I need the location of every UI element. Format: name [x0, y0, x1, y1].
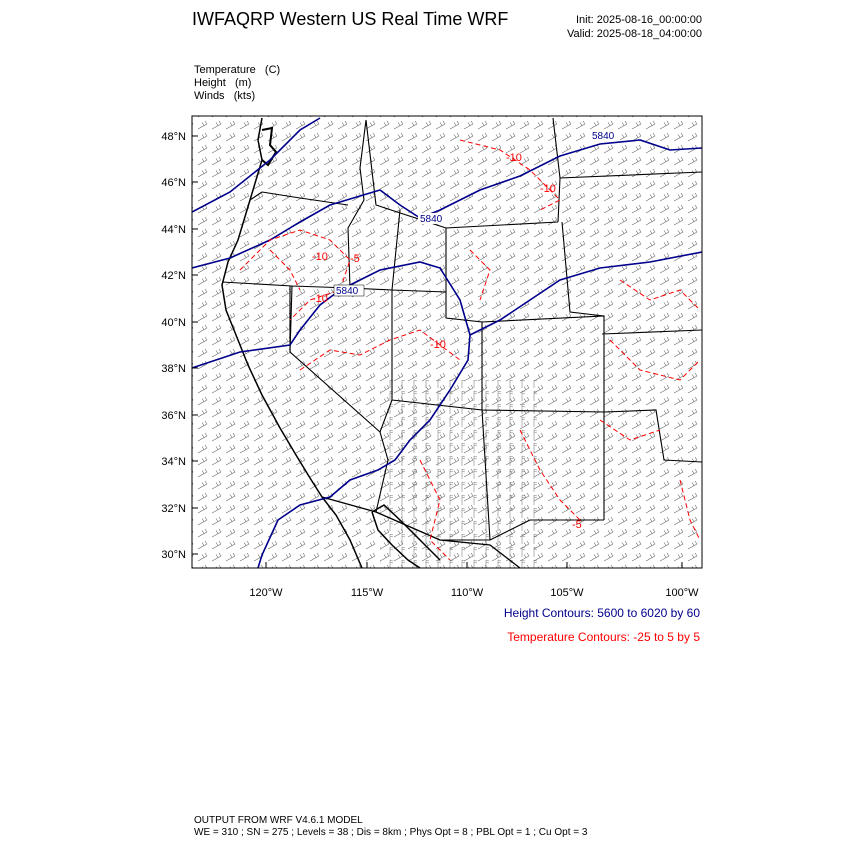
temp-label-3: -10 — [312, 251, 328, 263]
lat-label-46: 46°N — [161, 177, 186, 189]
height-label-3: 5840 — [336, 286, 359, 297]
height-label-2: 5840 — [420, 214, 443, 225]
field-temperature: Temperature (C) — [194, 64, 281, 76]
height-label-1: 5840 — [592, 131, 615, 142]
latitude-labels — [161, 131, 186, 561]
field-height: Height (m) — [194, 77, 252, 89]
temp-label-7: -5 — [572, 519, 582, 531]
temp-label-2: -10 — [540, 183, 556, 195]
lon-label-105: 105°W — [550, 587, 584, 599]
model-config: WE = 310 ; SN = 275 ; Levels = 38 ; Dis = 8km ; Phys Opt = 8 ; PBL Opt = 1 ; Cu Opt = 3 — [194, 827, 588, 838]
temperature-contours-legend: Temperature Contours: -25 to 5 by 5 — [507, 630, 700, 644]
lat-label-42: 42°N — [161, 270, 186, 282]
map-plot-area — [192, 116, 702, 568]
lat-label-48: 48°N — [161, 131, 186, 143]
lat-label-38: 38°N — [161, 363, 186, 375]
temp-label-1: -10 — [506, 152, 522, 164]
lon-label-110: 110°W — [450, 587, 484, 599]
lat-label-36: 36°N — [161, 410, 186, 422]
model-info-footer — [194, 815, 587, 839]
lat-label-40: 40°N — [161, 317, 186, 329]
lon-label-115: 115°W — [350, 587, 384, 599]
lat-label-32: 32°N — [161, 503, 186, 515]
lon-label-120: 120°W — [249, 587, 283, 599]
init-time: Init: 2025-08-16_00:00:00 — [576, 14, 702, 26]
valid-time: Valid: 2025-08-18_04:00:00 — [567, 28, 702, 40]
plot-title: IWFAQRP Western US Real Time WRF — [192, 9, 509, 29]
temp-label-4: -10 — [312, 293, 328, 305]
temp-label-6: -5 — [350, 253, 360, 265]
lon-label-100: 100°W — [665, 587, 699, 599]
lat-label-30: 30°N — [161, 549, 186, 561]
lat-label-44: 44°N — [161, 224, 186, 236]
temp-label-5: -10 — [430, 339, 446, 351]
field-winds: Winds (kts) — [194, 90, 256, 102]
lat-label-34: 34°N — [161, 456, 186, 468]
height-contours-legend: Height Contours: 5600 to 6020 by 60 — [503, 606, 700, 620]
model-version: OUTPUT FROM WRF V4.6.1 MODEL — [194, 815, 363, 826]
longitude-labels — [249, 587, 699, 599]
